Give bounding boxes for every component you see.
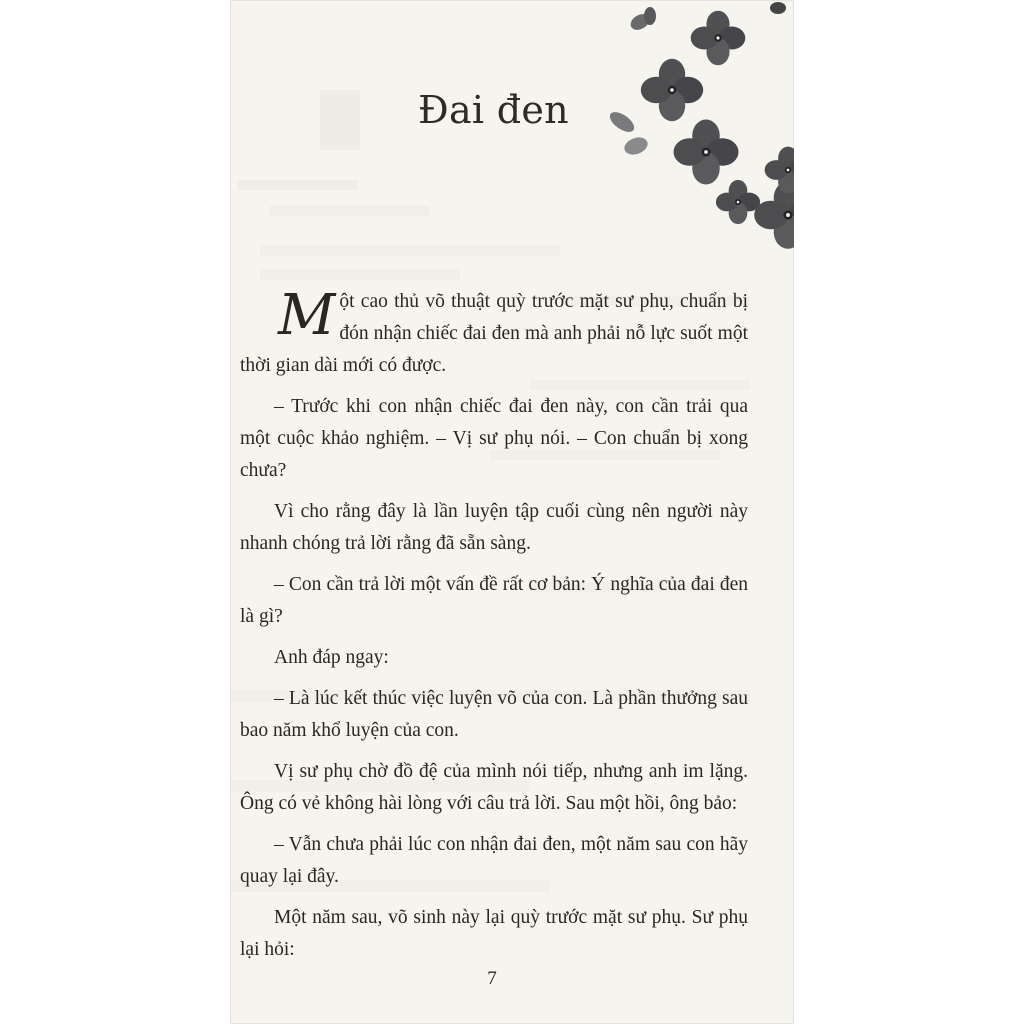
first-paragraph <box>240 283 748 382</box>
paragraph: – Trước khi con nhận chiếc đai đen này, con cần trải qua một cuộc khảo nghiệm. – Vị sư phụ nói. – Con chuẩn bị xong chưa? <box>240 396 748 481</box>
paragraph: Một năm sau, võ sinh này lại quỳ trước mặt sư phụ. Sư phụ lại hỏi: <box>240 907 748 960</box>
first-paragraph-text: ột cao thủ võ thuật quỳ trước mặt sư phụ, chuẩn bị đón nhận chiếc đai đen mà anh phải nỗ lực suốt một thời gian dài mới có được. <box>240 291 748 376</box>
paragraph: Vị sư phụ chờ đồ đệ của mình nói tiếp, nhưng anh im lặng. Ông có vẻ không hài lòng với câu trả lời. Sau một hồi, ông bảo: <box>240 761 748 814</box>
paragraph: – Vẫn chưa phải lúc con nhận đai đen, một năm sau con hãy quay lại đây. <box>240 834 748 887</box>
paragraph: – Con cần trả lời một vấn đề rất cơ bản: Ý nghĩa của đai đen là gì? <box>240 574 748 627</box>
drop-cap: M <box>278 283 336 348</box>
chapter-body <box>240 283 748 975</box>
page-number: 7 <box>487 968 497 989</box>
book-page <box>230 0 794 1024</box>
paragraph: – Là lúc kết thúc việc luyện võ của con. Là phần thưởng sau bao năm khổ luyện của con. <box>240 688 748 741</box>
paragraph: Vì cho rằng đây là lần luyện tập cuối cùng nên người này nhanh chóng trả lời rằng đã sẵn sàng. <box>240 501 748 554</box>
flower-illustration-icon <box>610 0 794 260</box>
paragraph: Anh đáp ngay: <box>274 647 389 668</box>
chapter-title: Đai đen <box>418 88 569 132</box>
